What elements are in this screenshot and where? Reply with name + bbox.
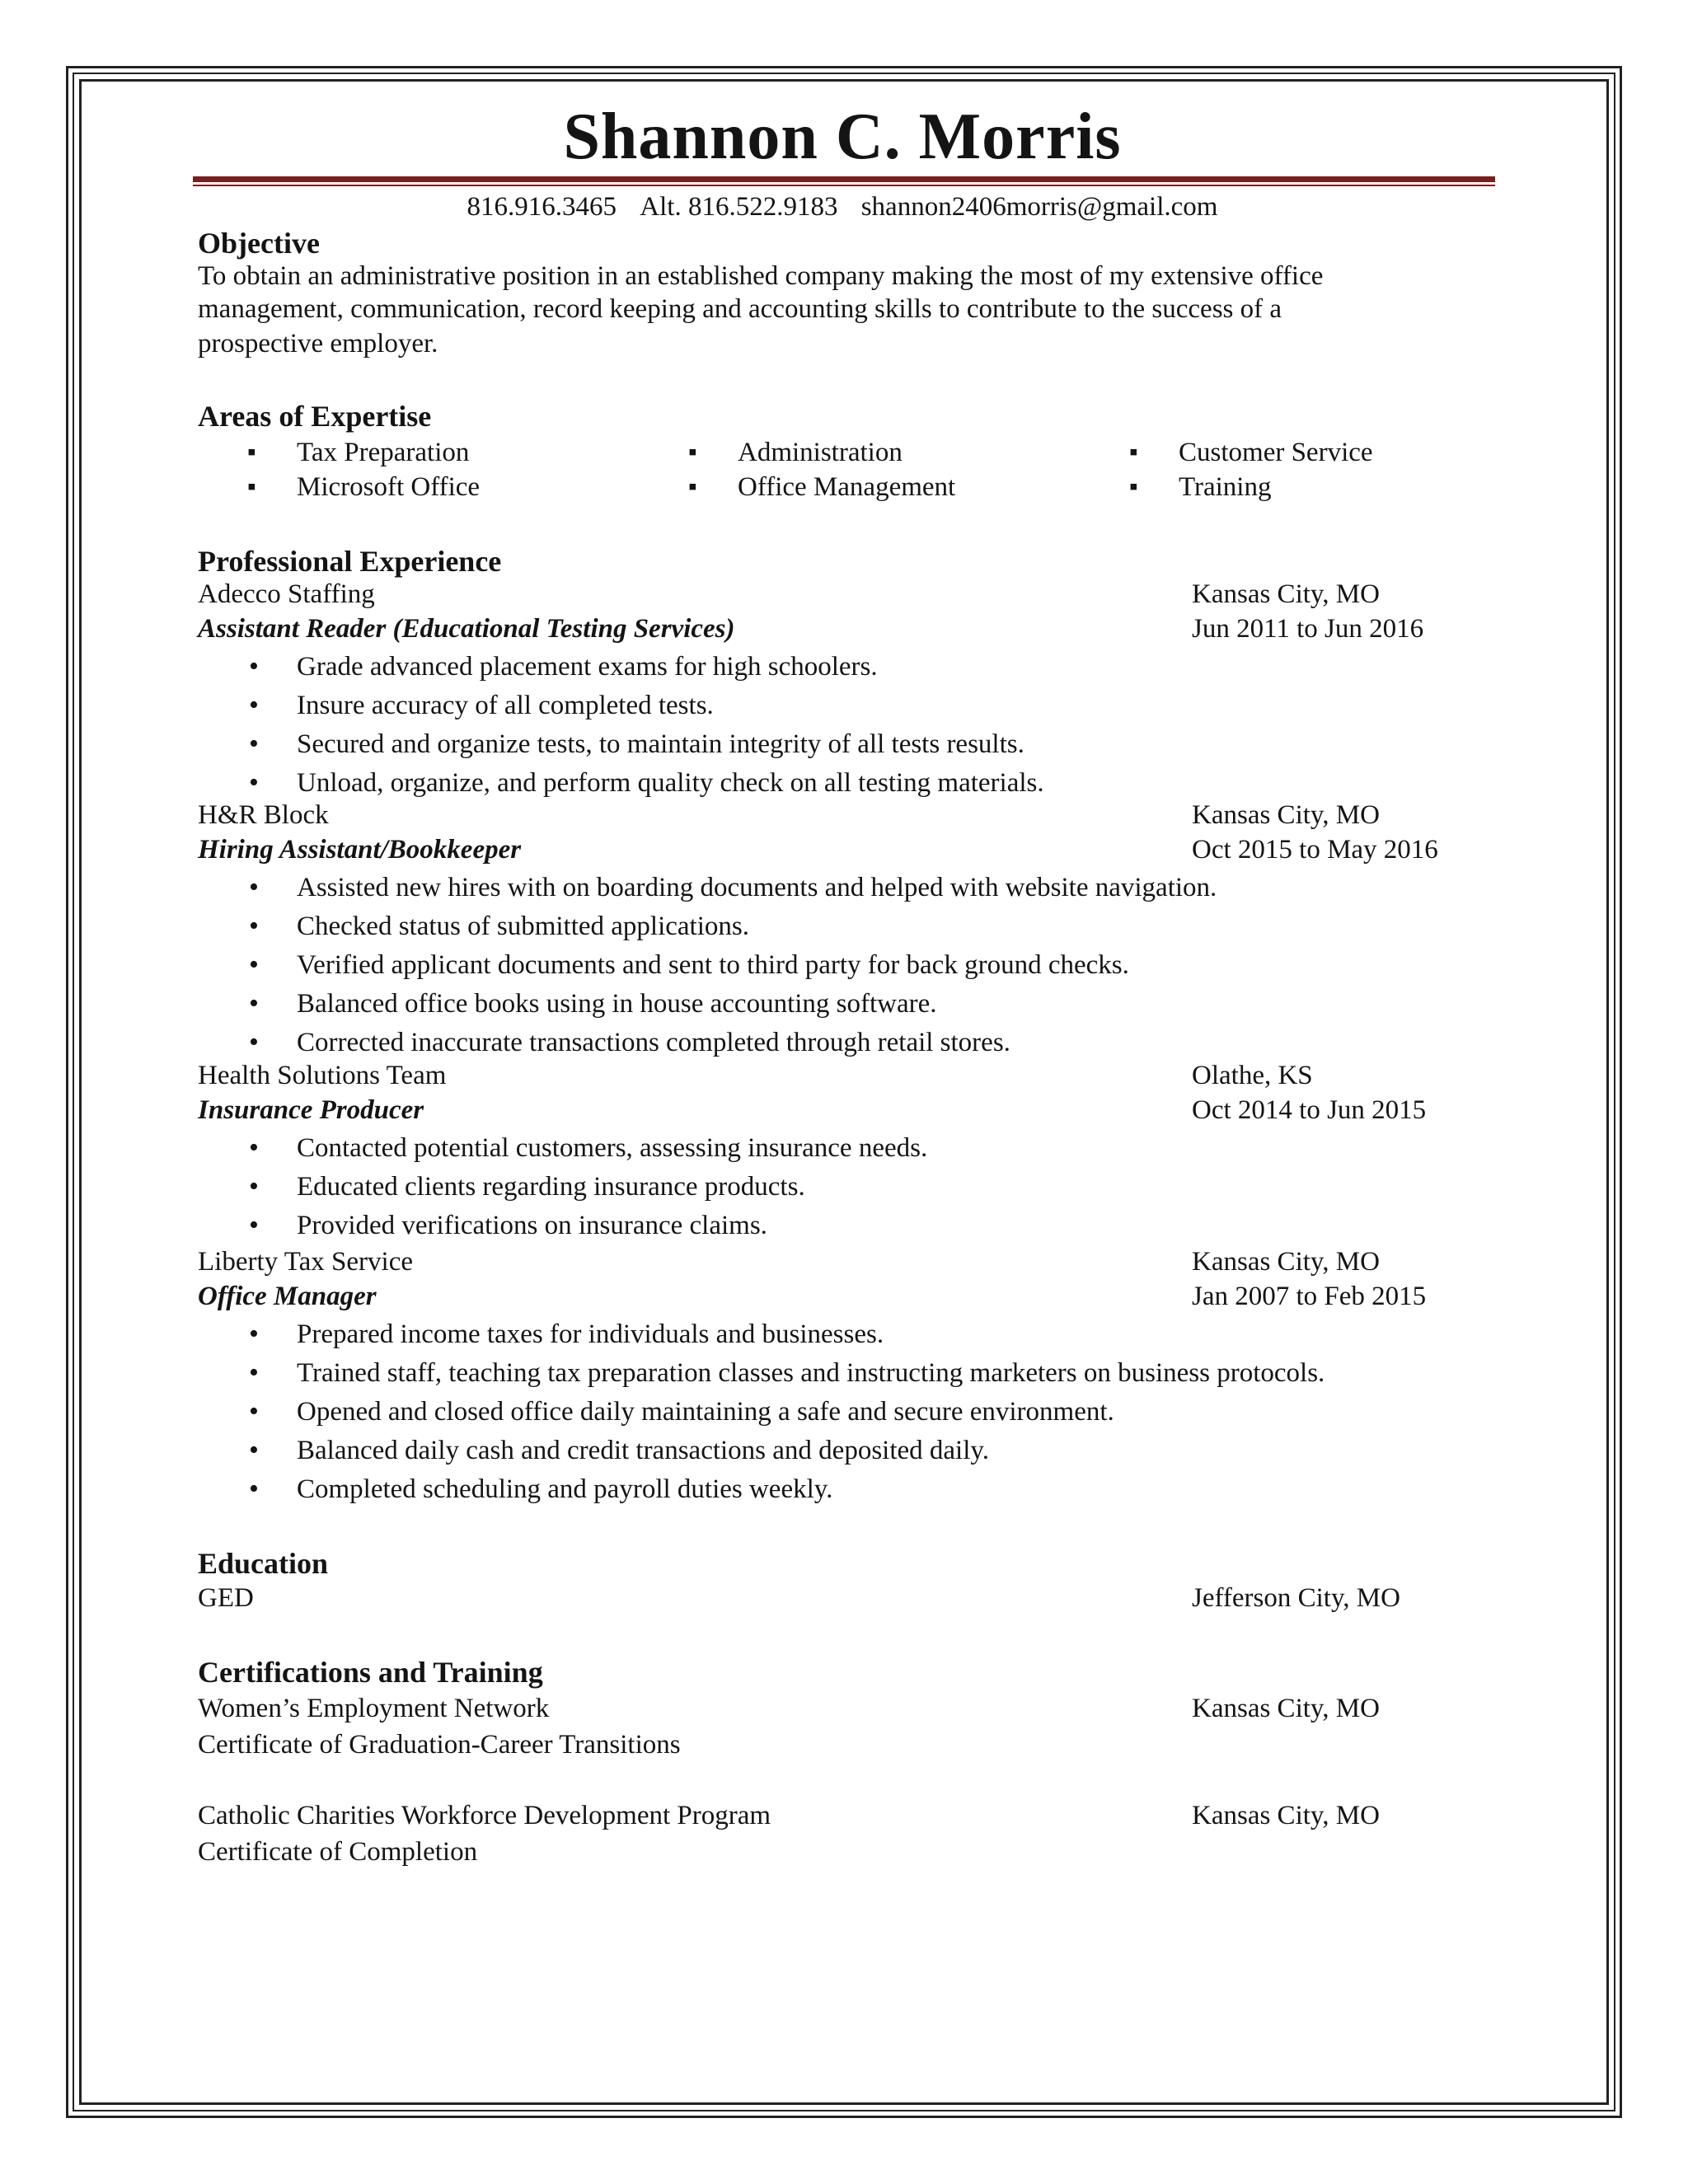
objective-heading: Objective	[198, 227, 320, 260]
job-dates: Jan 2007 to Feb 2015	[1192, 1282, 1427, 1311]
expertise-item: ▪ Tax Preparation	[247, 435, 480, 470]
objective-line-1: To obtain an administrative position in an established company making the most of my extensive office	[198, 261, 1324, 291]
job-bullet: • Unload, organize, and perform quality check on all testing materials.	[247, 766, 1044, 804]
experience-heading: Professional Experience	[198, 545, 502, 578]
education-name: GED	[198, 1583, 254, 1613]
cert-detail: Certificate of Completion	[198, 1837, 478, 1867]
job-dates: Jun 2011 to Jun 2016	[1192, 614, 1424, 644]
expertise-item: ▪ Office Management	[688, 470, 955, 504]
job-bullet: • Grade advanced placement exams for high schoolers.	[247, 649, 1044, 688]
header-rule-thin	[193, 185, 1495, 186]
cert-org: Women’s Employment Network	[198, 1694, 550, 1723]
job-org: H&R Block	[198, 800, 329, 830]
job-dates: Oct 2015 to May 2016	[1192, 835, 1438, 865]
job-dates: Oct 2014 to Jun 2015	[1192, 1095, 1427, 1125]
job-role: Insurance Producer	[198, 1095, 424, 1125]
job-bullets	[247, 870, 1217, 1064]
job-location: Kansas City, MO	[1192, 579, 1380, 609]
expertise-heading: Areas of Expertise	[198, 400, 432, 433]
job-bullet: • Opened and closed office daily maintaining a safe and secure environment.	[247, 1394, 1325, 1433]
expertise-item: ▪ Customer Service	[1129, 435, 1373, 470]
email-link[interactable]: shannon2406morris@gmail.com	[860, 192, 1218, 222]
job-org: Liberty Tax Service	[198, 1247, 413, 1277]
job-bullet: • Provided verifications on insurance claims.	[247, 1208, 927, 1247]
cert-org: Catholic Charities Workforce Development Program	[198, 1801, 771, 1830]
job-bullet: • Contacted potential customers, assessing insurance needs.	[247, 1131, 927, 1169]
job-bullet: • Trained staff, teaching tax preparation classes and instructing marketers on business protocols.	[247, 1356, 1325, 1394]
cert-detail: Certificate of Graduation-Career Transitions	[198, 1730, 681, 1760]
phone: 816.916.3465	[467, 192, 617, 222]
job-bullet: • Checked status of submitted applications.	[247, 909, 1217, 948]
resume-name: Shannon C. Morris	[563, 101, 1122, 173]
expertise-column-1	[247, 435, 480, 504]
header-rule	[193, 176, 1495, 182]
job-bullet: • Completed scheduling and payroll duties weekly.	[247, 1472, 1325, 1511]
job-bullet: • Prepared income taxes for individuals and businesses.	[247, 1317, 1325, 1356]
job-bullet: • Assisted new hires with on boarding documents and helped with website navigation.	[247, 870, 1217, 909]
job-role: Office Manager	[198, 1282, 377, 1311]
alt-phone: Alt. 816.522.9183	[640, 192, 838, 222]
expertise-item: ▪ Microsoft Office	[247, 470, 480, 504]
job-bullets	[247, 1317, 1325, 1511]
job-bullet: • Balanced daily cash and credit transactions and deposited daily.	[247, 1433, 1325, 1472]
job-bullet: • Educated clients regarding insurance products.	[247, 1169, 927, 1208]
expertise-column-3	[1129, 435, 1373, 504]
expertise-item: ▪ Training	[1129, 470, 1373, 504]
job-location: Olathe, KS	[1192, 1061, 1313, 1090]
objective-line-3: prospective employer.	[198, 329, 438, 359]
expertise-item: ▪ Administration	[688, 435, 955, 470]
job-location: Kansas City, MO	[1192, 800, 1380, 830]
job-location: Kansas City, MO	[1192, 1247, 1380, 1277]
cert-location: Kansas City, MO	[1192, 1801, 1380, 1830]
job-bullet: • Verified applicant documents and sent to third party for back ground checks.	[247, 948, 1217, 987]
certifications-heading: Certifications and Training	[198, 1656, 543, 1689]
job-bullets	[247, 649, 1044, 804]
job-bullet: • Balanced office books using in house accounting software.	[247, 987, 1217, 1025]
expertise-column-2	[688, 435, 955, 504]
contact-line	[191, 188, 1493, 226]
job-role: Hiring Assistant/Bookkeeper	[198, 835, 522, 865]
job-bullet: • Insure accuracy of all completed tests.	[247, 688, 1044, 727]
objective-line-2: management, communication, record keeping and accounting skills to contribute to the success of a	[198, 294, 1282, 324]
education-heading: Education	[198, 1547, 329, 1580]
job-bullet: • Corrected inaccurate transactions completed through retail stores.	[247, 1025, 1217, 1064]
job-bullets	[247, 1131, 927, 1247]
cert-location: Kansas City, MO	[1192, 1694, 1380, 1723]
education-location: Jefferson City, MO	[1192, 1583, 1400, 1613]
job-org: Adecco Staffing	[198, 579, 375, 609]
job-bullet: • Secured and organize tests, to maintain integrity of all tests results.	[247, 727, 1044, 766]
job-role: Assistant Reader (Educational Testing Services)	[198, 614, 735, 644]
job-org: Health Solutions Team	[198, 1061, 447, 1090]
